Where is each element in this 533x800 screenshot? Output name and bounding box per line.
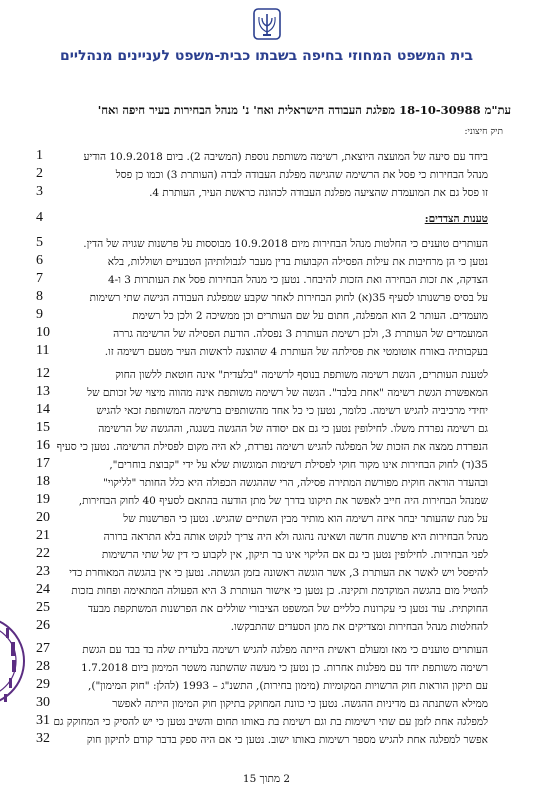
text-line: להטיל מום בהגשה המוקדמת ותקינה. כן נטען כי אישור העותרת 3 היא הפעולה המתאימה ופחות בזכות — [71, 585, 488, 597]
line-number: 1 — [36, 148, 43, 163]
text-line: 35(ד) לחוק הבחירות אינו מקור חוקי לפסילת רשימות המוגשות שלא על ידי "קבוצת בוחרים", — [109, 459, 488, 471]
text-line: גם רשימה נפרדת משלו. לחילופין נטען כי גם אם יסודה של ההגשה בשגגה, וההגשה של הרשימה — [98, 423, 488, 435]
text-line: העותרים טוענים כי החלטות מנהל הבחירות מיום 10.9.2018 מבוססות על פרשנות שגויה של הדין. — [83, 238, 488, 250]
line-number: 21 — [36, 528, 50, 543]
line-number: 23 — [36, 564, 50, 579]
line-number: 19 — [36, 492, 50, 507]
line-number: 26 — [36, 618, 50, 633]
line-number: 3 — [36, 184, 43, 199]
case-number-line: עת"מ 18-10-30988 מפלגת העבודה הישראלית ואח' נ' מנהל הבחירות בעיר חיפה ואח' — [97, 103, 511, 117]
line-number: 11 — [36, 343, 50, 358]
text-line: ובהעדר הוראה חוקית מפורשת המתירה פסילה, הרי שההגשה הכפולה היא כלל החותר "לליקוי" — [103, 477, 488, 489]
line-number: 31 — [36, 713, 50, 728]
line-number: 8 — [36, 289, 43, 304]
line-number: 20 — [36, 510, 50, 525]
court-title: בית המשפט המחוזי בחיפה בשבתו כבית-משפט לעניינים מנהליים — [59, 48, 474, 64]
section-heading: טענות הצדדים: — [424, 213, 488, 225]
text-line: הצדקה, את זכות הבחירה ואת הזכות להיבחר. נטען כי מנהל הבחירות פסל את העותרות 3 ו-4 — [107, 274, 488, 286]
line-number: 24 — [36, 582, 50, 597]
text-line: שמנהל הבחירות היה חייב לאפשר את תיקונו בדרך של מתן הודעה בהתאם לסעיף 40 לחוק הבחירות, — [78, 495, 488, 507]
text-line: להיפסל ויש לאשר את העותרת 3, אשר הוגשה ראשונה בזמן הגשתה. נטען כי אין בהגשה המאוחרת כדי — [69, 567, 488, 579]
internal-file-label: תיק חיצוני: — [464, 127, 503, 137]
line-number: 17 — [36, 456, 50, 471]
line-number: 10 — [36, 325, 50, 340]
text-line: מנהל הבחירות היא פרשנות חדשה ושאינה נהוגה ולא היה צריך לנקוט אותה בלא התראה ברורה — [103, 531, 488, 543]
text-line: מועמדים. העותר 2 הוא המפלגה, חתום על שם העותרים וכן ממשיכה 2 ולכן כל רשימת — [132, 310, 488, 322]
line-number: 18 — [36, 474, 50, 489]
line-number: 32 — [36, 731, 50, 746]
text-line: רשימה משותפת יחד עם מפלגות אחרות. כן נטען כי מעשה שהשתנה משטר המימון ביום 1.7.2018 — [81, 662, 488, 674]
text-line: הנפרדת ממצה את הזכות של המפלגה להגיש רשימה נפרדת, לא היה מקום לפסילת הרשימה. נטען כי סעיף — [56, 441, 488, 453]
text-line: נטען כי הן מרחיבות את עילות הפסילה הקבועות בדין מעבר לגבולותיהן הטבעיים ושוללות, בלא — [107, 256, 488, 268]
text-line: בעקבותיה באורח אוטומטי את פסילתה של העותרת 4 שהוצגה לראשות העיר מטעם רשימה זו. — [104, 346, 488, 358]
page-number: 2 מתוך 15 — [242, 773, 291, 785]
court-stamp-icon — [0, 598, 26, 724]
line-number: 28 — [36, 659, 50, 674]
text-line: להחלטות מנהל הבחירות ומצדיקים את מתן הסעדים שהתבקשו. — [230, 621, 488, 633]
line-number: 4 — [36, 210, 43, 225]
line-number: 12 — [36, 366, 50, 381]
text-line: זו פסל גם את המועמדת שהציעה מפלגת העבודה לכהונה כראשת העיר, העותרת 4. — [149, 187, 488, 199]
line-number: 29 — [36, 677, 50, 692]
line-number: 7 — [36, 271, 43, 286]
line-number: 15 — [36, 420, 50, 435]
text-line: לפני הבחירות. לחילופין נטען כי גם אם הליקוי אינו בר תיקון, אין לקבוע כי דין של שתי הרשימות — [101, 549, 488, 561]
line-number: 22 — [36, 546, 50, 561]
line-number: 5 — [36, 235, 43, 250]
text-line: ביחד עם סיעה של המועצה היוצאת, רשימה משותפת נוספת (המשיבה 2). ביום 10.9.2018 הודיע — [83, 151, 488, 163]
text-line: מנהל הבחירות כי פסל את הרשימה שהגישה מפלגת העבודה לבדה (העותרת 3) וכמו כן פסל — [115, 169, 488, 181]
text-line: המועמדים של העותרת 3, ולכן רשימת העותרת 3 נפסלה. הודעת הפסילה של הרשימה גררה — [113, 328, 488, 340]
state-emblem-icon — [253, 8, 281, 40]
line-number: 13 — [36, 384, 50, 399]
text-line: החוקתית. עוד נטען כי עקרונות כלליים של המשפט הציבורי שוללים את הפרשנות המשתקפת מבעד — [87, 603, 488, 615]
text-line: לטענת העותרים, הגשת רשימה משותפת בנוסף לרשימה "בלעדית" אינה חוטאת ללשון החוק — [115, 369, 488, 381]
text-line: ממילא השתנתה גם מדיניות ההגשה. נטען כי כוונת המחוקק בתיקון חוק המימון הייתה לאפשר — [112, 698, 488, 710]
text-line: המאפשרת הגשת רשימה "אחת בלבד". הגשה של רשימה משותפת אינה מהווה מיצוי של זכותם של — [87, 387, 488, 399]
line-number: 16 — [36, 438, 50, 453]
text-line: למפלגה אחת לזמן עם שתי רשימות בת וגם רשימת בת באותו תחום והשיב נטען כי יש להסיק כי המחוקק גם — [53, 716, 488, 728]
text-line: על בסיס פרשנותו לסעיף 35(א) לחוק הבחירות לאחר שקבע שמפלגת העבודה הגישה שתי רשימות — [89, 292, 488, 304]
line-number: 6 — [36, 253, 43, 268]
text-line: העותרים טוענים כי מאז ומעולם ראשית הייתה מפלגה להגיש רשימה בלעדית שלה בד בבד עם הגשת — [82, 644, 488, 656]
line-number: 14 — [36, 402, 50, 417]
line-number: 25 — [36, 600, 50, 615]
text-line: יחידי מרכיביה להגיש רשימה. כלומר, נטען כי כל אחד מהשותפים ברשימה המשותפת זכאי להגיש — [96, 405, 488, 417]
line-number: 2 — [36, 166, 43, 181]
line-number: 27 — [36, 641, 50, 656]
line-number: 9 — [36, 307, 43, 322]
line-number: 30 — [36, 695, 50, 710]
text-line: על מנת שהעותר יבחר איזה רשימה הוא מותיר מבין השתיים שהגיש. נטען כי הפרשנות של — [123, 513, 488, 525]
text-line: אפשר למפלגה אחת להגיש מספר רשימות באותו ישוב. נטען כי אם היה ספק בדבר קודם לתיקון חוק — [86, 734, 488, 746]
text-line: עם תיקון הוראות חוק הרשויות המקומיות (מימון בחירות), התשנ"ג – 1993 (להלן: "חוק המימון"), — [88, 680, 488, 692]
